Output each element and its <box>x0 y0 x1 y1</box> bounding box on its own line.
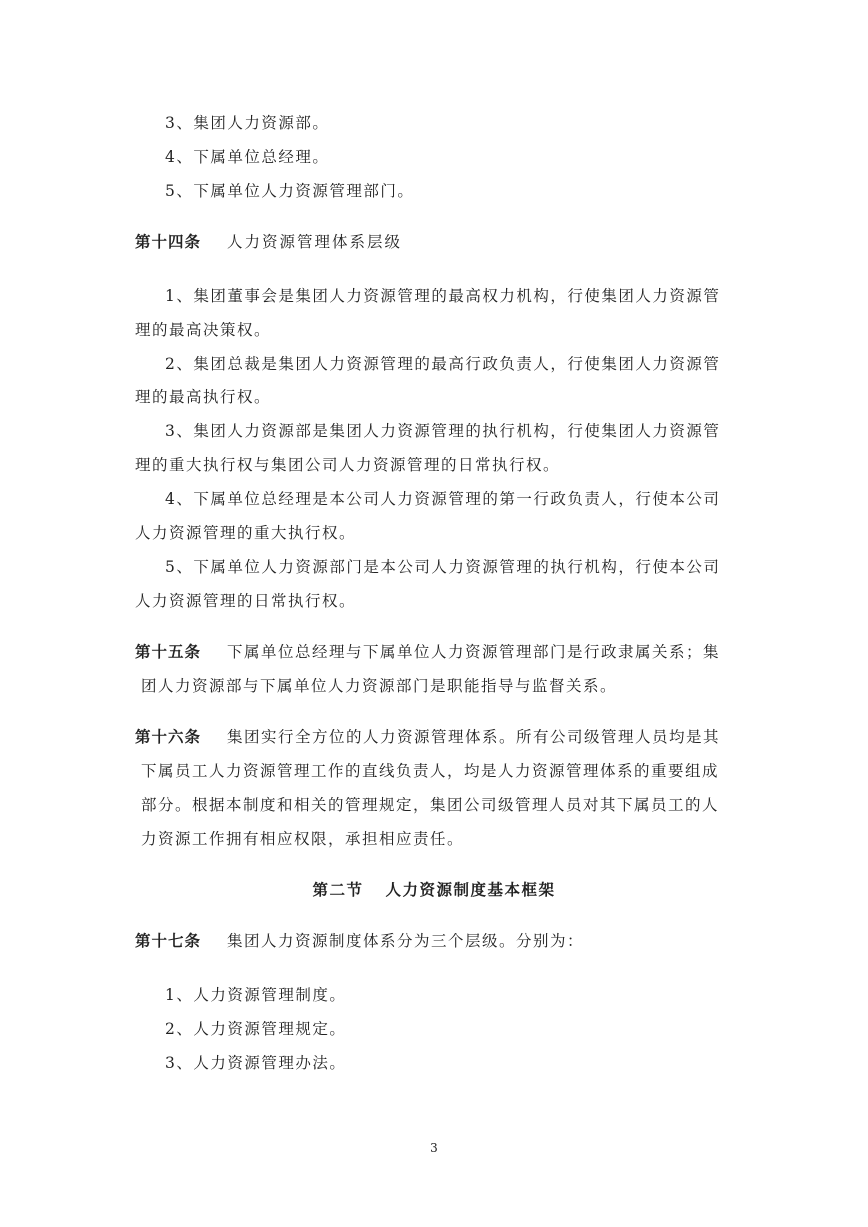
paragraph-line: 力资源工作拥有相应权限，承担相应责任。 <box>141 830 465 848</box>
list-item: 3、集团人力资源部。 <box>165 114 330 132</box>
list-item: 5、下属单位人力资源管理部门。 <box>165 182 415 200</box>
paragraph-line: 理的重大执行权与集团公司人力资源管理的日常执行权。 <box>135 456 561 474</box>
article-17-line <box>135 931 584 951</box>
article-label: 第十六条 <box>135 727 202 746</box>
article-label: 第十七条 <box>135 931 202 950</box>
paragraph-line: 1、集团董事会是集团人力资源管理的最高权力机构，行使集团人力资源管 <box>165 287 721 305</box>
list-item: 1、人力资源管理制度。 <box>165 986 347 1004</box>
paragraph-line: 理的最高执行权。 <box>135 388 272 406</box>
article-text: 集团实行全方位的人力资源管理体系。所有公司级管理人员均是其 <box>227 728 721 746</box>
article-label: 第十四条 <box>135 232 202 251</box>
paragraph-line: 人力资源管理的日常执行权。 <box>135 592 357 610</box>
paragraph-line: 下属员工人力资源管理工作的直线负责人，均是人力资源管理体系的重要组成 <box>141 762 720 780</box>
paragraph-line: 3、集团人力资源部是集团人力资源管理的执行机构，行使集团人力资源管 <box>165 422 721 440</box>
article-title: 人力资源管理体系层级 <box>227 233 403 251</box>
paragraph-line: 2、集团总裁是集团人力资源管理的最高行政负责人，行使集团人力资源管 <box>165 355 721 373</box>
paragraph-line: 5、下属单位人力资源部门是本公司人力资源管理的执行机构，行使本公司 <box>165 558 721 576</box>
list-item: 3、人力资源管理办法。 <box>165 1054 347 1072</box>
article-label: 第十五条 <box>135 642 202 661</box>
section-title <box>0 880 868 900</box>
paragraph-line: 部分。根据本制度和相关的管理规定，集团公司级管理人员对其下属员工的人 <box>141 796 720 814</box>
article-text: 集团人力资源制度体系分为三个层级。分别为： <box>227 932 585 950</box>
list-item: 2、人力资源管理规定。 <box>165 1020 347 1038</box>
paragraph-line: 理的最高决策权。 <box>135 321 272 339</box>
paragraph-line: 4、下属单位总经理是本公司人力资源管理的第一行政负责人，行使本公司 <box>165 490 721 508</box>
list-item: 4、下属单位总经理。 <box>165 148 330 166</box>
page-number: 3 <box>430 1141 438 1155</box>
article-15-line <box>135 642 720 662</box>
paragraph-line: 团人力资源部与下属单位人力资源部门是职能指导与监督关系。 <box>141 677 618 695</box>
article-16-line <box>135 727 720 747</box>
section-name: 人力资源制度基本框架 <box>385 880 556 899</box>
section-label: 第二节 <box>312 880 364 899</box>
article-text: 下属单位总经理与下属单位人力资源管理部门是行政隶属关系；集 <box>227 643 721 661</box>
article-14-heading <box>135 232 402 252</box>
paragraph-line: 人力资源管理的重大执行权。 <box>135 524 357 542</box>
